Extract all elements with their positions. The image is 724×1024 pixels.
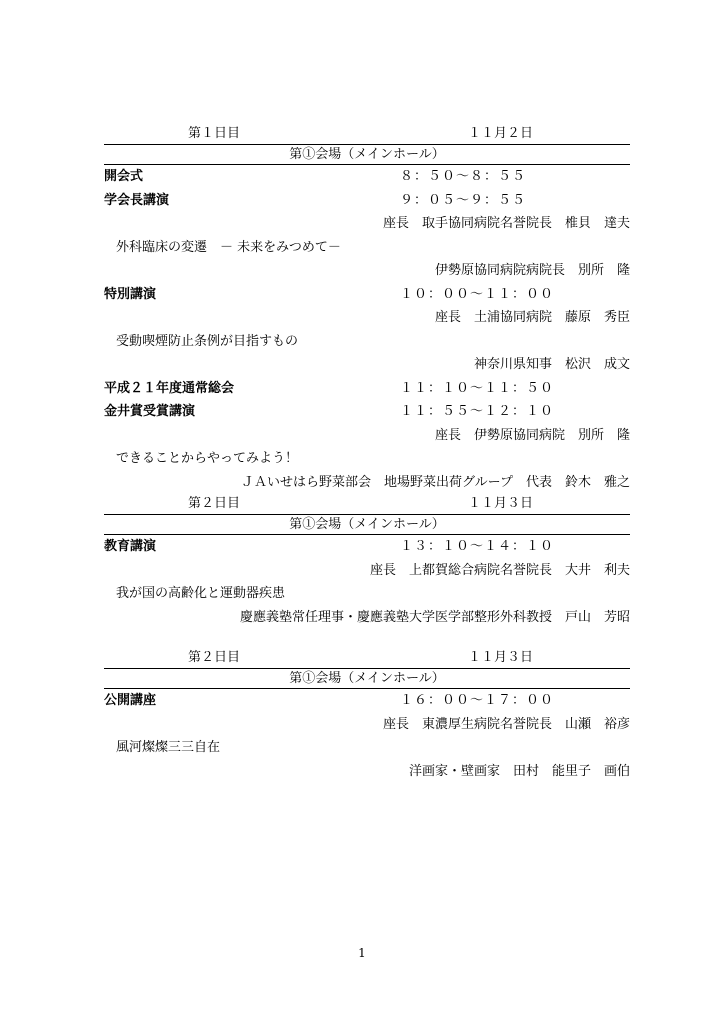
schedule-line — [104, 582, 630, 606]
schedule-line — [104, 306, 630, 330]
schedule-line — [104, 165, 630, 189]
speaker-info: 座長 東濃厚生病院名誉院長 山瀬 裕彦 — [382, 716, 630, 732]
schedule-line — [104, 189, 630, 213]
day-label: 第２日目 — [188, 496, 241, 511]
venue-header: 第①会場（メインホール） — [104, 514, 630, 535]
schedule-line — [104, 400, 630, 424]
lecture-topic: 外科臨床の変遷 － 未来をみつめて－ — [116, 239, 341, 255]
day-header — [104, 646, 630, 666]
day-date: １１月３日 — [468, 496, 534, 511]
schedule-line — [104, 424, 630, 448]
session-time: １１：１０〜１１：５０ — [400, 380, 555, 396]
session-title: 学会長講演 — [104, 192, 170, 208]
session-time: １３：１０〜１４：１０ — [400, 539, 555, 554]
page-number: 1 — [358, 946, 366, 960]
lecture-topic: 我が国の高齢化と運動器疾患 — [116, 586, 286, 601]
day-header — [104, 122, 630, 142]
schedule-line — [104, 259, 630, 283]
session-title: 金井賞受賞講演 — [104, 404, 196, 419]
schedule-line — [104, 535, 630, 559]
session-title: 公開講座 — [104, 693, 157, 708]
lecture-topic: 風河燦燦三三自在 — [116, 740, 221, 755]
session-time: ９：０５〜９：５５ — [400, 192, 527, 208]
day-label: 第２日目 — [188, 650, 241, 665]
speaker-info: 座長 土浦協同病院 藤原 秀臣 — [434, 310, 630, 325]
session-time: ８：５０〜８：５５ — [400, 169, 527, 184]
schedule-line — [104, 353, 630, 377]
speaker-info: 神奈川県知事 松沢 成文 — [473, 357, 630, 372]
session-time: １１：５５〜１２：１０ — [400, 404, 555, 419]
schedule-line — [104, 447, 630, 471]
speaker-info: 洋画家・壁画家 田村 能里子 画伯 — [408, 763, 630, 779]
speaker-info: 伊勢原協同病院病院長 別所 隆 — [434, 263, 630, 278]
schedule-line — [104, 283, 630, 307]
schedule-line — [104, 689, 630, 713]
schedule-section-day1 — [104, 122, 630, 494]
day-date: １１月３日 — [468, 650, 534, 665]
schedule-line — [104, 606, 630, 630]
speaker-info: 座長 伊勢原協同病院 別所 隆 — [434, 427, 630, 443]
schedule-section-day2-education — [104, 492, 630, 629]
speaker-info: ＪＡいせはら野菜部会 地場野菜出荷グループ 代表 鈴木 雅之 — [241, 474, 630, 490]
session-title: 平成２１年度通常総会 — [104, 380, 235, 396]
session-title: 特別講演 — [104, 286, 157, 302]
day-label: 第１日目 — [188, 126, 241, 141]
schedule-line — [104, 236, 630, 260]
session-time: １６：００〜１７：００ — [400, 693, 555, 708]
session-time: １０：００〜１１：００ — [400, 286, 555, 302]
venue-header: 第①会場（メインホール） — [104, 668, 630, 689]
schedule-line — [104, 212, 630, 236]
day-header — [104, 492, 630, 512]
schedule-line — [104, 471, 630, 495]
lecture-topic: 受動喫煙防止条例が目指すもの — [116, 333, 299, 349]
speaker-info: 慶應義塾常任理事・慶應義塾大学医学部整形外科教授 戸山 芳昭 — [239, 609, 630, 625]
speaker-info: 座長 上都賀総合病院名誉院長 大井 利夫 — [369, 562, 630, 578]
speaker-info: 座長 取手協同病院名誉院長 椎貝 達夫 — [382, 216, 630, 231]
schedule-section-day2-public — [104, 646, 630, 783]
schedule-line — [104, 330, 630, 354]
day-date: １１月２日 — [468, 126, 534, 141]
schedule-line — [104, 736, 630, 760]
schedule-line — [104, 760, 630, 784]
schedule-line — [104, 559, 630, 583]
lecture-topic: できることからやってみよう！ — [116, 451, 299, 466]
session-title: 開会式 — [104, 169, 144, 184]
venue-header: 第①会場（メインホール） — [104, 144, 630, 165]
session-title: 教育講演 — [104, 539, 157, 554]
schedule-line — [104, 377, 630, 401]
schedule-line — [104, 713, 630, 737]
